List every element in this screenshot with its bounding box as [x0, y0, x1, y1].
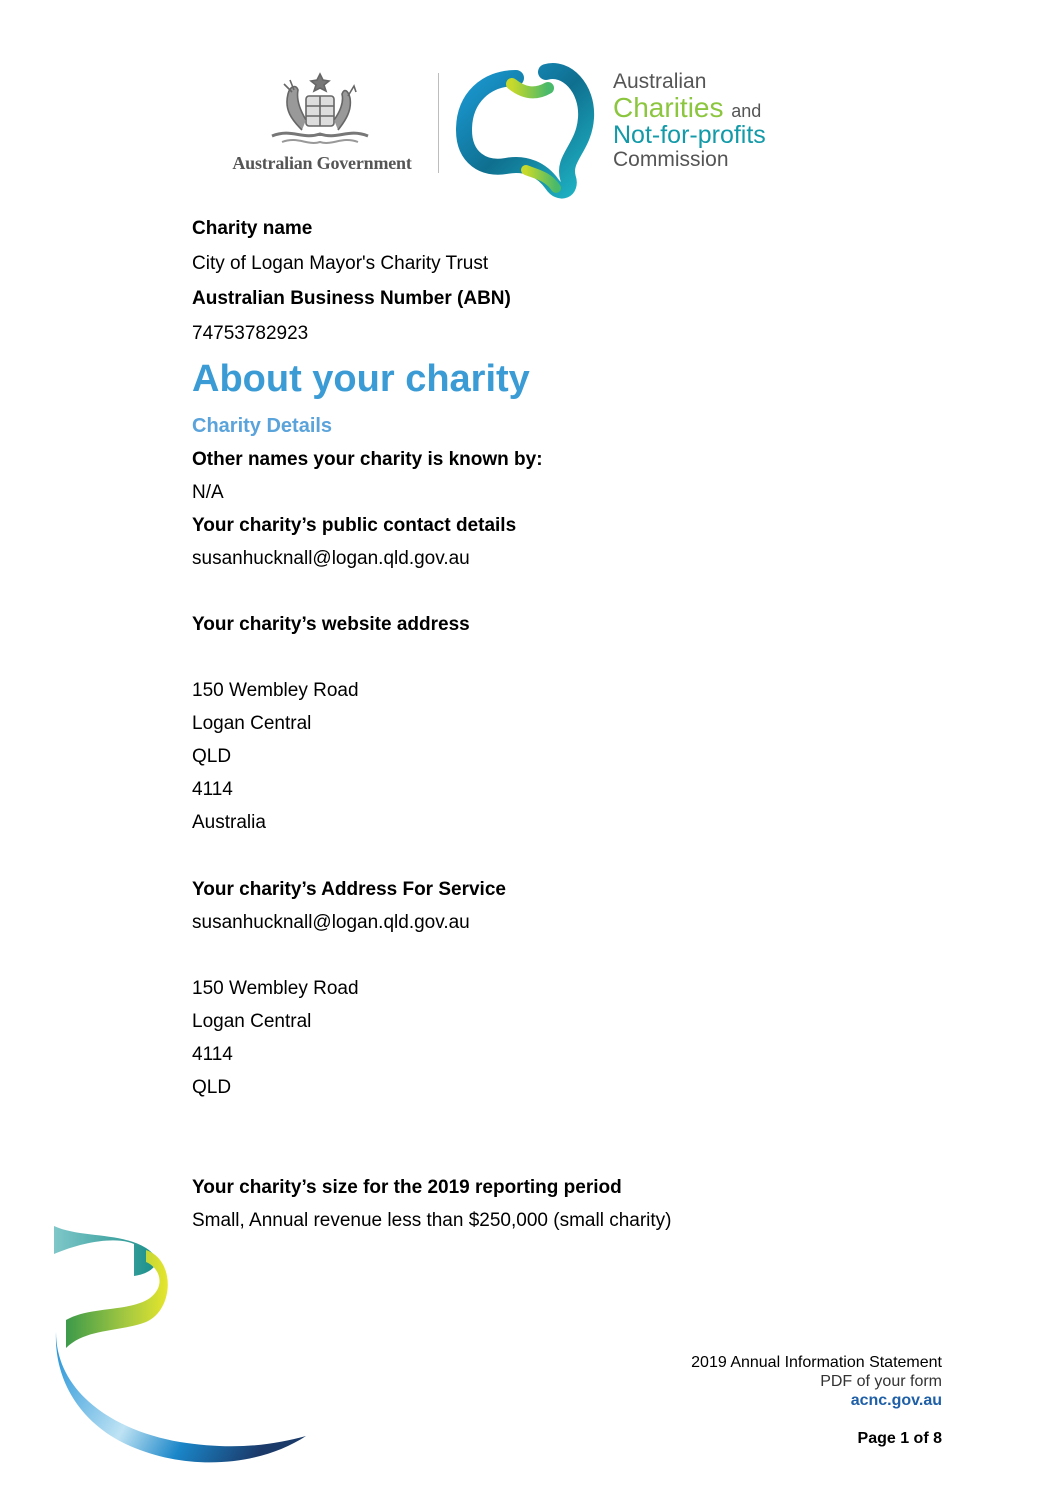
page-number: Page 1 of 8 — [857, 1429, 942, 1447]
address-line: Logan Central — [192, 713, 312, 734]
footer-statement: 2019 Annual Information Statement — [691, 1354, 942, 1371]
size-value: Small, Annual revenue less than $250,000 (small charity) — [192, 1210, 672, 1231]
service-email: susanhucknall@logan.qld.gov.au — [192, 912, 470, 933]
footer-pdf-note: PDF of your form — [820, 1373, 942, 1391]
acnc-ribbon-logo-icon — [456, 58, 596, 203]
acnc-line-commission: Commission — [613, 148, 729, 171]
header-divider — [438, 73, 439, 173]
address-line: Australia — [192, 812, 266, 833]
website-label: Your charity’s website address — [192, 614, 470, 635]
service-address-line: Logan Central — [192, 1011, 312, 1032]
abn-value: 74753782923 — [192, 323, 309, 344]
service-address-line: 4114 — [192, 1044, 233, 1065]
acnc-and-word: and — [731, 101, 762, 121]
abn-label: Australian Business Number (ABN) — [192, 288, 511, 309]
page-title: About your charity — [192, 358, 530, 400]
size-label: Your charity’s size for the 2019 reporting period — [192, 1177, 622, 1198]
other-names-label: Other names your charity is known by: — [192, 449, 543, 470]
public-contact-label: Your charity’s public contact details — [192, 515, 517, 536]
service-label: Your charity’s Address For Service — [192, 879, 506, 900]
australian-government-text: Australian Government — [232, 153, 412, 173]
acnc-line-charities — [613, 94, 766, 122]
acnc-line-not-for-profits: Not-for-profits — [613, 121, 766, 149]
public-contact-email: susanhucknall@logan.qld.gov.au — [192, 548, 470, 569]
service-address-line: QLD — [192, 1077, 232, 1098]
charity-name-value: City of Logan Mayor's Charity Trust — [192, 253, 489, 274]
acnc-wordmark — [613, 71, 766, 170]
decorative-swirl-icon — [50, 1220, 310, 1470]
footer-website-link[interactable]: acnc.gov.au — [850, 1392, 942, 1410]
charity-name-label: Charity name — [192, 218, 313, 239]
coat-of-arms-icon — [262, 70, 378, 152]
address-line: QLD — [192, 746, 232, 767]
page-header — [0, 0, 1058, 210]
service-address-line: 150 Wembley Road — [192, 978, 359, 999]
page-footer — [691, 1353, 942, 1448]
other-names-value: N/A — [192, 482, 224, 503]
section-title: Charity Details — [192, 415, 333, 437]
acnc-charities-word: Charities — [613, 92, 724, 123]
address-line: 4114 — [192, 779, 233, 800]
acnc-line-australian: Australian — [613, 70, 707, 93]
address-line: 150 Wembley Road — [192, 680, 359, 701]
